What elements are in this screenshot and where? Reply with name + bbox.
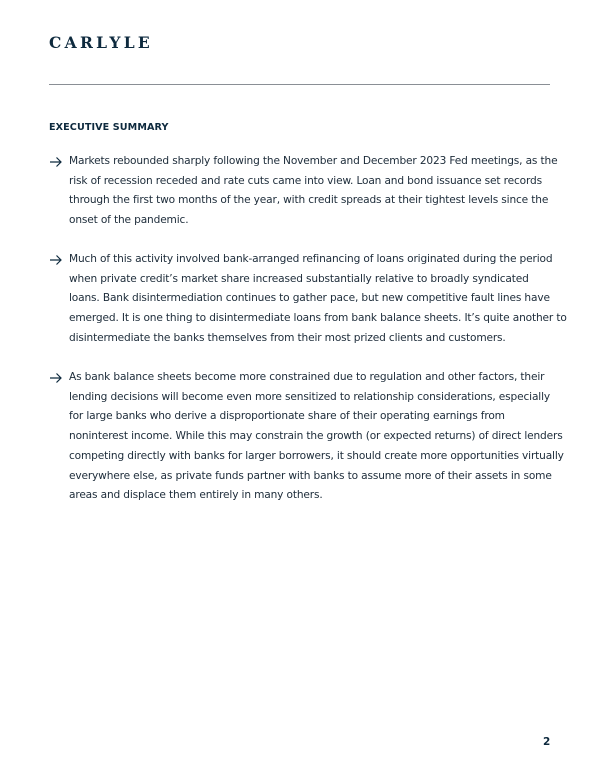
paragraph-line: onset of the pandemic. [69, 214, 189, 227]
paragraph-line: for large banks who derive a disproportionate share of their operating earnings from [69, 410, 505, 423]
paragraph-line: everywhere else, as private funds partner with banks to assume more of their assets in some [69, 469, 552, 482]
paragraph-line: when private credit’s market share increased substantially relative to broadly syndicated [69, 272, 529, 285]
paragraph-line: areas and displace them entirely in many others. [69, 489, 323, 502]
paragraph-line: noninterest income. While this may constrain the growth (or expected returns) of direct lenders [69, 430, 563, 443]
paragraph-line: Much of this activity involved bank-arranged refinancing of loans originated during the period [69, 253, 553, 265]
arrow-right-icon [49, 156, 63, 168]
paragraph-line: lending decisions will become even more sensitized to relationship considerations, especially [69, 390, 550, 403]
paragraph-line: risk of recession receded and rate cuts came into view. Loan and bond issuance set records [69, 174, 542, 187]
paragraph-line: through the first two months of the year, with credit spreads at their tightest levels since the [69, 194, 549, 207]
carlyle-logo: CARLYLE [49, 33, 154, 52]
paragraph-line: As bank balance sheets become more constrained due to regulation and other factors, their [69, 371, 545, 383]
paragraph-line: loans. Bank disintermediation continues to gather pace, but new competitive fault lines have [69, 292, 550, 305]
paragraph-line: emerged. It is one thing to disintermediate loans from bank balance sheets. It’s quite another to [69, 312, 567, 325]
arrow-right-icon [49, 372, 63, 384]
page-number: 2 [543, 736, 551, 748]
paragraph-line: competing directly with banks for larger borrowers, it should create more opportunities virtually [69, 449, 564, 462]
paragraph-line: disintermediate the banks themselves from their most prized clients and customers. [69, 331, 506, 344]
section-title: EXECUTIVE SUMMARY [49, 122, 169, 133]
header-divider [49, 84, 550, 85]
paragraph-line: Markets rebounded sharply following the November and December 2023 Fed meetings, as the [69, 155, 558, 167]
arrow-right-icon [49, 254, 63, 266]
